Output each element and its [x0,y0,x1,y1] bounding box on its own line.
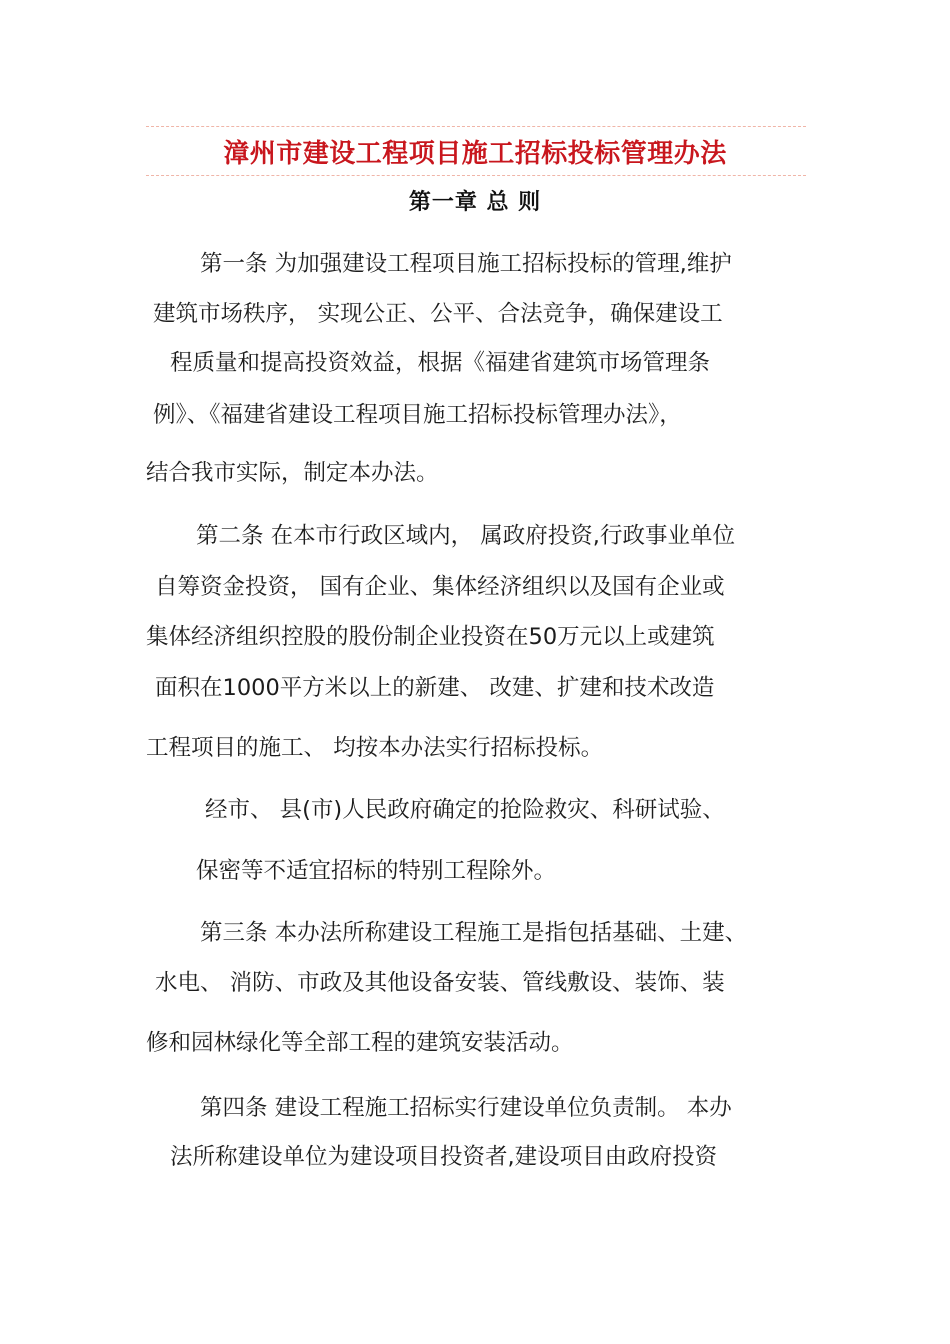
body-line: 经市、 县(市)人民政府确定的抢险救灾、科研试验、 [205,797,725,823]
title-bottom-rule [146,175,806,176]
body-line: 自筹资金投资， 国有企业、集体经济组织以及国有企业或 [155,574,725,600]
document-title: 漳州市建设工程项目施工招标投标管理办法 [223,139,727,169]
body-line: 第三条 本办法所称建设工程施工是指包括基础、土建、 [200,920,748,946]
body-line: 面积在1000平方米以上的新建、 改建、扩建和技术改造 [155,675,715,701]
body-line: 第四条 建设工程施工招标实行建设单位负责制。 本办 [200,1095,732,1121]
body-line: 建筑市场秩序， 实现公正、公平、合法竞争，确保建设工 [153,301,723,327]
title-top-rule [146,126,806,127]
body-line: 修和园林绿化等全部工程的建筑安装活动。 [146,1030,574,1056]
chapter-heading: 第一章 总 则 [408,189,542,215]
body-line: 第一条 为加强建设工程项目施工招标投标的管理,维护 [200,251,732,277]
body-line: 集体经济组织控股的股份制企业投资在50万元以上或建筑 [146,624,715,650]
body-line: 保密等不适宜招标的特别工程除外。 [196,858,557,884]
body-line: 例》、《福建省建设工程项目施工招标投标管理办法》， [153,402,682,428]
body-line: 第二条 在本市行政区域内， 属政府投资,行政事业单位 [196,523,735,549]
body-line: 水电、 消防、市政及其他设备安装、管线敷设、装饰、装 [155,970,725,996]
body-line: 结合我市实际，制定本办法。 [146,460,439,486]
body-line: 法所称建设单位为建设项目投资者,建设项目由政府投资 [170,1144,718,1170]
body-line: 工程项目的施工、 均按本办法实行招标投标。 [146,735,604,761]
body-line: 程质量和提高投资效益，根据《福建省建筑市场管理条 [170,350,711,376]
